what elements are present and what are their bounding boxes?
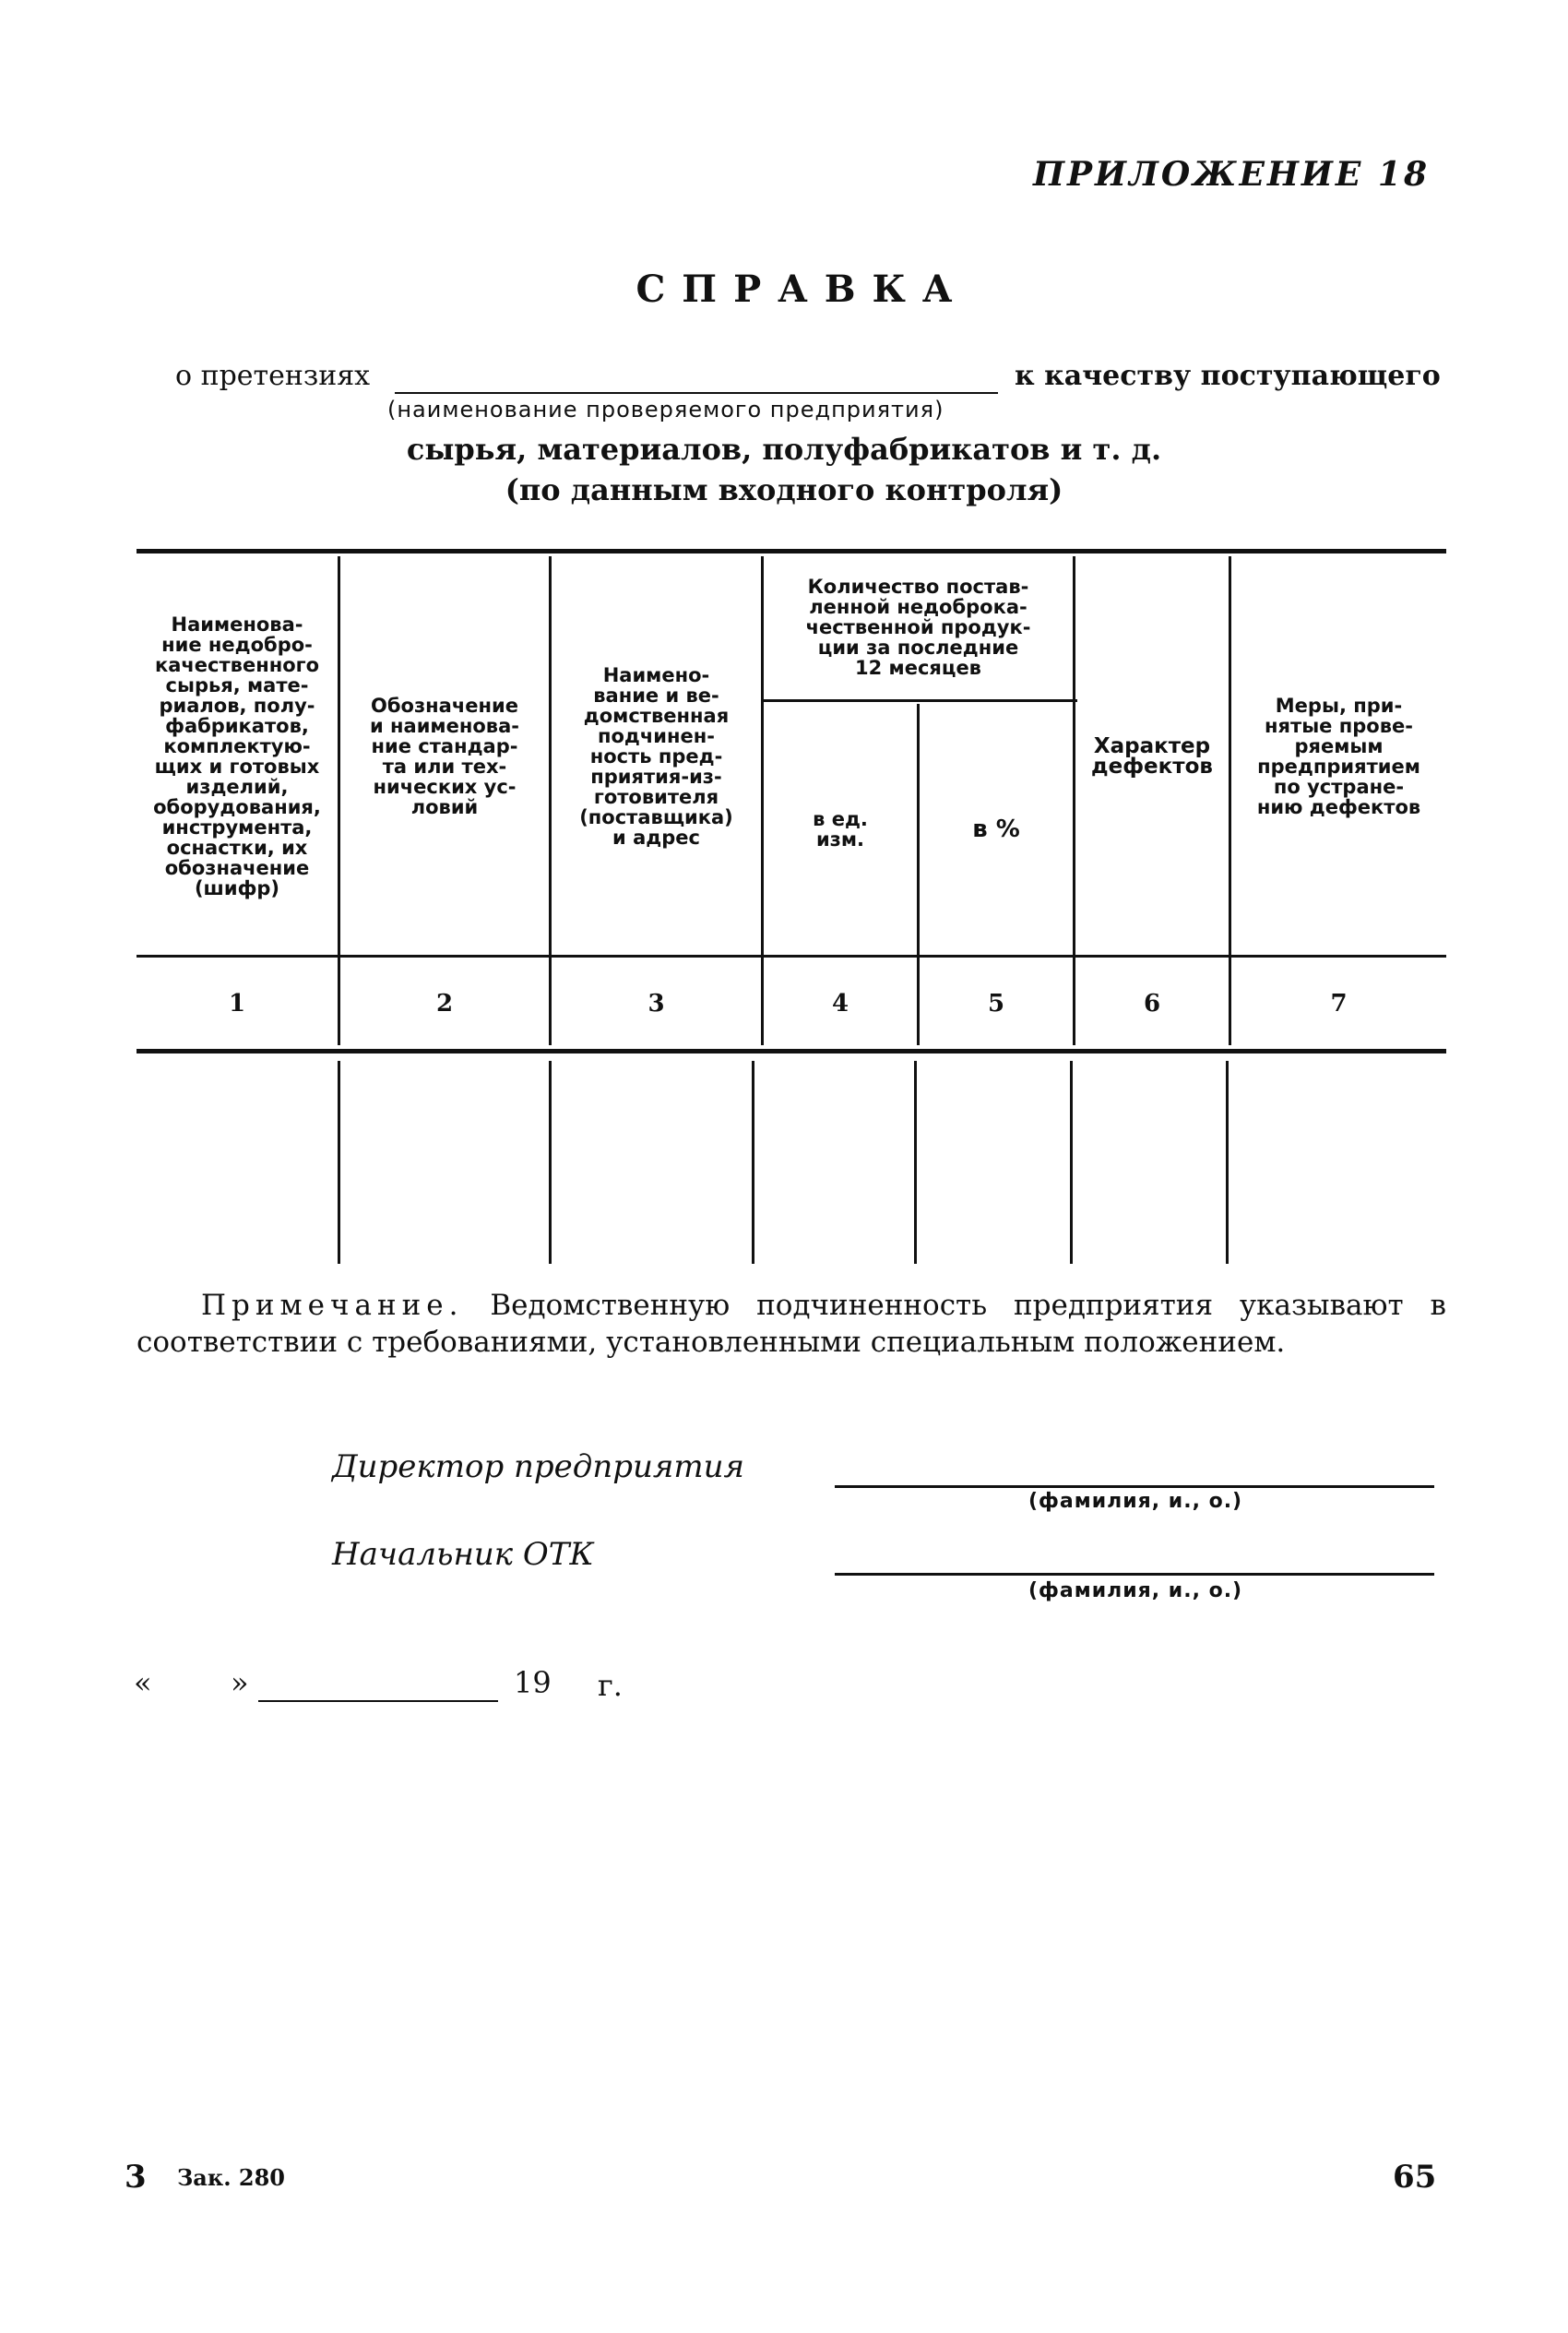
appendix-label: ПРИЛОЖЕНИЕ 18 xyxy=(1032,155,1430,194)
col1-line: оснастки, их xyxy=(166,837,308,859)
header-col-5 xyxy=(920,704,1073,955)
col2-line: ние стандар- xyxy=(371,735,518,757)
body-divider-5 xyxy=(1070,1061,1073,1264)
col4-line: изм. xyxy=(815,828,865,851)
director-signature-line xyxy=(835,1485,1434,1488)
header-col-3 xyxy=(552,558,761,955)
order-number: Зак. 280 xyxy=(177,2164,285,2191)
col1-line: комплектую- xyxy=(163,735,311,757)
col1-line: ние недобро- xyxy=(161,634,313,656)
header-group-quantity xyxy=(764,558,1073,696)
col3-line: домственная xyxy=(583,705,730,727)
col3-line: готовителя xyxy=(593,786,719,808)
note-label: Примечание. xyxy=(201,1289,464,1322)
col2-line: нических ус- xyxy=(373,776,517,798)
date-open-quote: « xyxy=(134,1665,152,1700)
signature-page-mark: 3 xyxy=(125,2159,147,2196)
col6-line: дефектов xyxy=(1091,755,1213,779)
qc-head-hint: (фамилия, и., о.) xyxy=(1028,1579,1243,1602)
col7-line: предприятием xyxy=(1257,756,1420,778)
col45_group-line: чественной продук- xyxy=(805,616,1031,638)
col-number-3: 3 xyxy=(647,989,665,1018)
col2-line: та или тех- xyxy=(382,756,507,778)
date-year-prefix: 19 xyxy=(514,1665,552,1700)
col1-line: качественного xyxy=(154,654,320,676)
claims-prefix: о претензиях xyxy=(175,360,371,392)
enterprise-fill-line xyxy=(395,392,998,394)
col1-line: оборудования, xyxy=(153,796,321,818)
col3-line: Наимено- xyxy=(602,664,710,686)
col7-line: Меры, при- xyxy=(1275,695,1403,717)
note-text: Ведомственную подчиненность предприятия указывают в соответствии с требованиями, установленными специальным положением. xyxy=(137,1289,1446,1359)
col4-line: в ед. xyxy=(813,808,868,830)
col-number-4: 4 xyxy=(831,989,849,1018)
body-divider-3 xyxy=(752,1061,754,1264)
claims-suffix: к качеству поступающего xyxy=(1015,360,1441,392)
table-top-rule xyxy=(137,549,1446,553)
director-label: Директор предприятия xyxy=(332,1448,745,1485)
page-number: 65 xyxy=(1393,2159,1437,2196)
date-close-quote: » xyxy=(231,1665,249,1700)
col3-line: подчинен- xyxy=(597,725,715,747)
col3-line: и адрес xyxy=(612,827,700,849)
col2-line: Обозначение xyxy=(371,695,518,717)
subtitle-line3: (по данным входного контроля) xyxy=(505,472,1063,507)
qc-head-signature-line xyxy=(835,1573,1434,1576)
header-bottom-rule xyxy=(137,955,1446,958)
date-year-suffix: г. xyxy=(598,1668,623,1703)
col45_group-line: 12 месяцев xyxy=(855,657,981,679)
col7-line: ряемым xyxy=(1294,735,1384,757)
col45_group-line: Количество постав- xyxy=(807,576,1029,598)
col1-line: изделий, xyxy=(185,776,289,798)
col2-line: ловий xyxy=(410,796,479,818)
claims-table xyxy=(137,549,1446,1268)
body-divider-1 xyxy=(338,1061,340,1264)
header-col-1 xyxy=(137,558,338,955)
col3-line: (поставщика) xyxy=(579,806,733,828)
col7-line: по устране- xyxy=(1273,776,1405,798)
body-divider-4 xyxy=(914,1061,917,1264)
col1-line: инструмента, xyxy=(161,816,313,839)
document-title: СПРАВКА xyxy=(636,268,969,311)
col5-line: в % xyxy=(972,815,1020,843)
col1-line: щих и готовых xyxy=(154,756,320,778)
col6-line: Характер xyxy=(1093,734,1211,758)
col45_group-line: ленной недоброка- xyxy=(809,596,1028,618)
col-number-7: 7 xyxy=(1330,989,1348,1018)
col-number-2: 2 xyxy=(435,989,454,1018)
col1-line: Наименова- xyxy=(171,613,303,636)
col1-line: риалов, полу- xyxy=(159,695,315,717)
header-col-7 xyxy=(1231,558,1446,955)
header-col-6 xyxy=(1075,558,1229,955)
col1-line: фабрикатов, xyxy=(165,715,309,737)
col1-line: (шифр) xyxy=(194,877,280,899)
col-number-5: 5 xyxy=(987,989,1005,1018)
body-divider-6 xyxy=(1226,1061,1229,1264)
qc-head-label: Начальник ОТК xyxy=(332,1536,594,1573)
col7-line: нию дефектов xyxy=(1256,796,1421,818)
col1-line: обозначение xyxy=(164,857,310,879)
col2-line: и наименова- xyxy=(370,715,519,737)
header-col-2 xyxy=(340,558,549,955)
col-number-1: 1 xyxy=(228,989,246,1018)
subtitle-line2: сырья, материалов, полуфабрикатов и т. д. xyxy=(406,432,1162,467)
enterprise-hint: (наименование проверяемого предприятия) xyxy=(387,397,944,423)
col7-line: нятые прове- xyxy=(1265,715,1413,737)
numbers-bottom-rule xyxy=(137,1049,1446,1053)
col45_group-line: ции за последние xyxy=(817,637,1019,659)
group-split-rule xyxy=(764,699,1077,702)
col-number-6: 6 xyxy=(1143,989,1161,1018)
director-hint: (фамилия, и., о.) xyxy=(1028,1490,1243,1513)
col1-line: сырья, мате- xyxy=(165,674,309,696)
header-col-4 xyxy=(764,704,917,955)
col3-line: вание и ве- xyxy=(593,684,719,707)
note-paragraph xyxy=(137,1287,1446,1361)
col3-line: приятия-из- xyxy=(590,766,722,788)
col3-line: ность пред- xyxy=(589,745,723,768)
body-divider-2 xyxy=(549,1061,552,1264)
date-month-line xyxy=(258,1700,498,1702)
